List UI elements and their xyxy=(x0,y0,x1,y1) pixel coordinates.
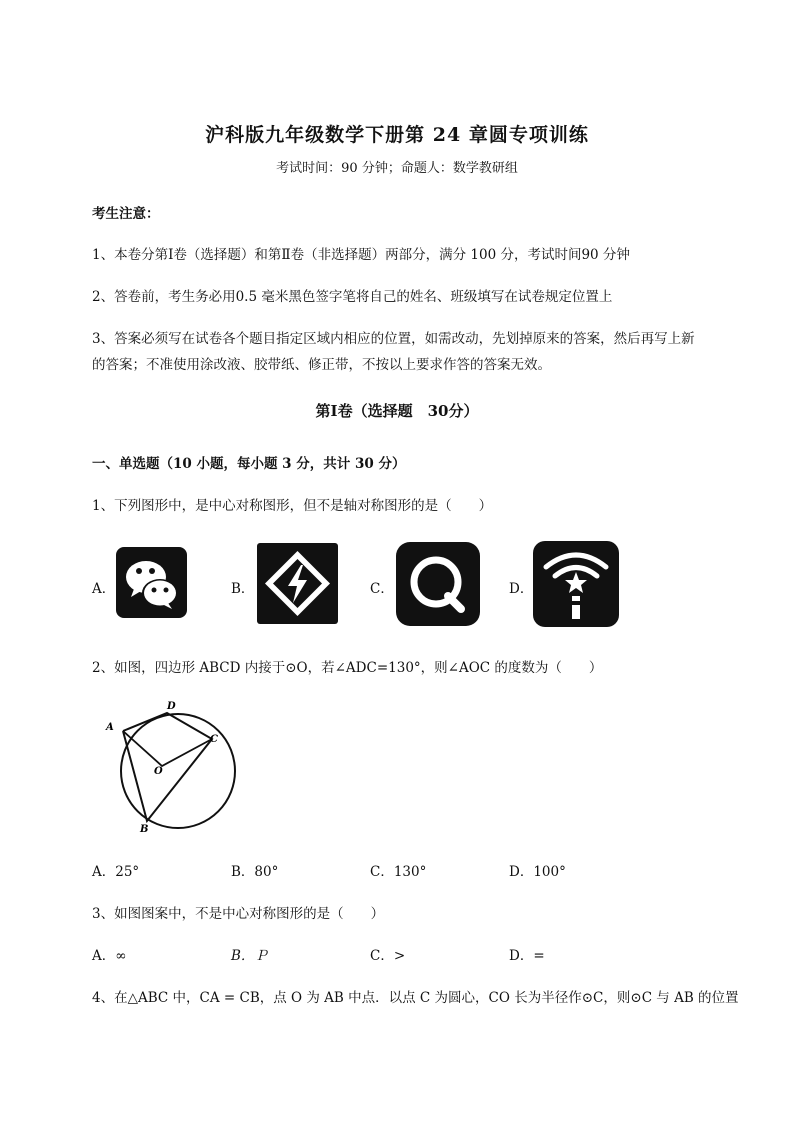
circle-quadrilateral-figure xyxy=(98,700,258,839)
page-title: 沪科版九年级数学下册第 24 章圆专项训练 xyxy=(205,124,589,146)
figure-label-d: D xyxy=(167,701,176,712)
notice-heading: 考生注意： xyxy=(92,206,160,222)
search-q-icon xyxy=(396,542,480,630)
figure-label-c: C xyxy=(210,734,218,745)
notice-item-1: 1、本卷分第Ⅰ卷（选择题）和第Ⅱ卷（非选择题）两部分，满分 100 分，考试时间90 分钟 xyxy=(92,247,630,263)
q1-option-d-label: D． xyxy=(509,581,534,597)
q1-option-a-label: A． xyxy=(92,581,116,597)
section-title: 第Ⅰ卷（选择题 30分） xyxy=(315,402,479,420)
question-1-stem: 1、下列图形中，是中心对称图形，但不是轴对称图形的是（ ） xyxy=(92,498,493,514)
q1-option-b-label: B． xyxy=(231,581,255,597)
notice-item-3-cont: 的答案；不准使用涂改液、胶带纸、修正带，不按以上要求作答的答案无效。 xyxy=(92,357,551,373)
wifi-star-icon xyxy=(533,541,619,631)
question-3-stem: 3、如图图案中，不是中心对称图形的是（ ） xyxy=(92,906,385,922)
q3-option-a: A．∞ xyxy=(92,948,127,964)
exam-info: 考试时间：90 分钟；命题人：数学教研组 xyxy=(276,161,518,176)
notice-item-3: 3、答案必须写在试卷各个题目指定区域内相应的位置，如需改动，先划掉原来的答案，然后再写上新 xyxy=(92,331,695,347)
q2-option-c: C．130° xyxy=(370,864,427,880)
q3-option-c: C．> xyxy=(370,948,406,964)
notice-item-2: 2、答卷前，考生务必用0.5 毫米黑色签字笔将自己的姓名、班级填写在试卷规定位置上 xyxy=(92,289,613,305)
figure-label-b: B xyxy=(140,824,149,835)
part-heading: 一、单选题（10 小题，每小题 3 分，共计 30 分） xyxy=(92,456,406,472)
figure-label-a: A xyxy=(106,722,114,733)
figure-label-o: O xyxy=(154,766,163,777)
lightning-icon xyxy=(257,543,338,628)
question-2-stem: 2、如图，四边形 ABCD 内接于⊙O，若∠ADC=130°，则∠AOC 的度数为（ ） xyxy=(92,660,603,676)
q1-option-c-label: C． xyxy=(370,581,394,597)
question-4-stem: 4、在△ABC 中，CA = CB，点 O 为 AB 中点．以点 C 为圆心，CO 长为半径作⊙C，则⊙C 与 AB 的位置 xyxy=(92,990,739,1006)
q3-option-b: B．Ｐ xyxy=(231,948,268,964)
q2-option-d: D．100° xyxy=(509,864,566,880)
q2-option-a: A．25° xyxy=(92,864,140,880)
q3-option-d: D．= xyxy=(509,948,545,964)
wechat-icon xyxy=(116,547,187,622)
q2-option-b: B．80° xyxy=(231,864,279,880)
